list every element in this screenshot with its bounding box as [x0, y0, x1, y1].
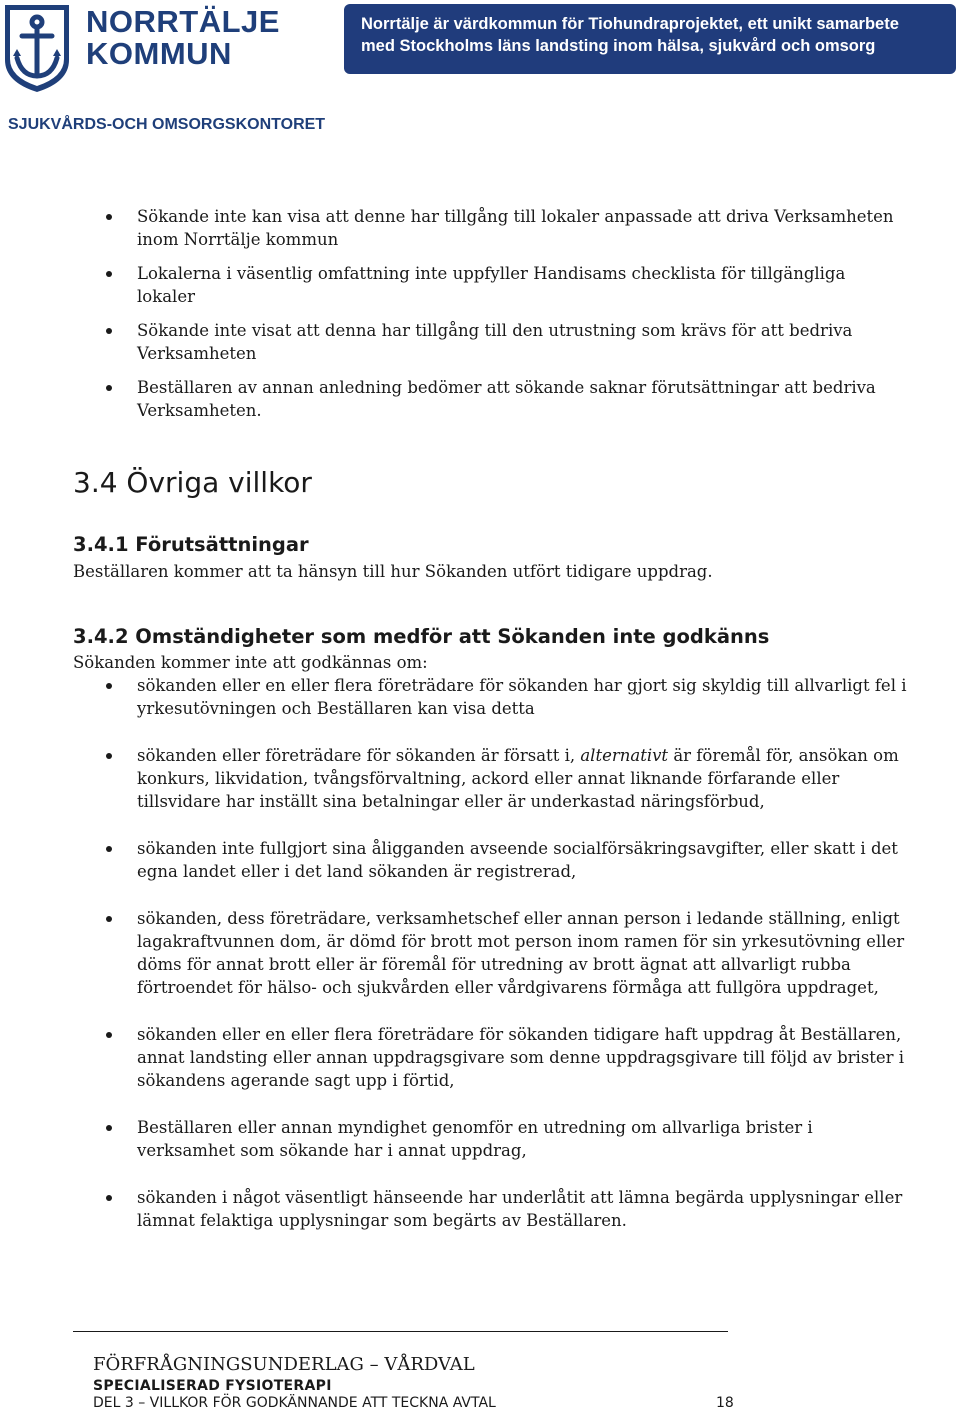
logo-line-1: NORRTÄLJE: [86, 4, 280, 39]
header-banner: [344, 4, 956, 74]
section-heading-3-4-2: 3.4.2 Omständigheter som medför att Sökanden inte godkänns: [73, 625, 770, 648]
footer-document-title: FÖRFRÅGNINGSUNDERLAG – VÅRDVAL: [93, 1354, 475, 1375]
footer-part-label: DEL 3 – VILLKOR FÖR GODKÄNNANDE ATT TECKNA AVTAL: [93, 1395, 496, 1411]
list-item: sökanden inte fullgjort sina åligganden avseende socialförsäkringsavgifter, eller skatt i det egna landet eller i det land sökanden är registrerad,: [0, 837, 907, 883]
list-item: sökanden eller en eller flera företrädare för sökanden har gjort sig skyldig till allvarligt fel i yrkesutövningen och Beställaren kan visa detta: [0, 674, 907, 720]
section-3-4-2-intro: Sökanden kommer inte att godkännas om:: [73, 653, 428, 672]
section-heading-3-4-1: 3.4.1 Förutsättningar: [73, 533, 309, 556]
list-item: Beställaren av annan anledning bedömer att sökande saknar förutsättningar att bedriva Verksamheten.: [0, 376, 897, 422]
section-3-4-1-text: Beställaren kommer att ta hänsyn till hur Sökanden utfört tidigare uppdrag.: [73, 562, 713, 581]
list-item: sökanden eller en eller flera företrädare för sökanden tidigare haft uppdrag åt Beställaren, annat landsting eller annan uppdragsgivare som denne uppdragsgivare till följd av brister i sökandens agerande sagt upp i förtid,: [0, 1023, 907, 1092]
page-header: [0, 0, 960, 100]
list-item-text: sökanden eller företrädare för sökanden är försatt i,: [137, 746, 581, 765]
municipal-crest-icon: [2, 2, 72, 94]
list-item: sökanden i något väsentligt hänseende har underlåtit att lämna begärda upplysningar eller lämnat felaktiga upplysningar som begärts av Beställaren.: [0, 1186, 907, 1232]
list-item: [0, 744, 907, 813]
page-number: 18: [716, 1395, 734, 1411]
list-item-text: är föremål för, ansökan om konkurs, likvidation, tvångsförvaltning, ackord eller annat liknande förfarande eller tillsvidare har inställt sina betalningar eller är underkastad näringsförbud,: [137, 746, 899, 811]
footer-divider: [73, 1331, 728, 1332]
non-approval-conditions-list: [0, 674, 907, 1256]
municipality-logo-text: [86, 6, 280, 70]
list-item: sökanden, dess företrädare, verksamhetschef eller annan person i ledande ställning, enligt lagakraftvunnen dom, är dömd för brott mot person inom ramen för sin yrkesutövning eller döms för annat brott eller är föremål för utredning av brott ägnat att allvarligt rubba förtroendet för hälso- och sjukvården eller vårdgivarens förmåga att fullgöra uppdraget,: [0, 907, 907, 999]
logo-line-2: KOMMUN: [86, 36, 232, 71]
section-heading-3-4: 3.4 Övriga villkor: [73, 466, 312, 499]
footer-subtitle: SPECIALISERAD FYSIOTERAPI: [93, 1378, 332, 1394]
office-name: SJUKVÅRDS-OCH OMSORGSKONTORET: [8, 116, 326, 133]
list-item: Sökande inte kan visa att denne har tillgång till lokaler anpassade att driva Verksamheten inom Norrtälje kommun: [0, 205, 897, 251]
list-item: Beställaren eller annan myndighet genomför en utredning om allvarliga brister i verksamhet som sökande har i annat uppdrag,: [0, 1116, 907, 1162]
banner-line-2: med Stockholms läns landsting inom hälsa, sjukvård och omsorg: [361, 37, 876, 55]
disqualification-list: [0, 205, 897, 433]
emphasis-text: alternativt: [580, 746, 669, 765]
list-item: Lokalerna i väsentlig omfattning inte uppfyller Handisams checklista för tillgängliga lokaler: [0, 262, 897, 308]
banner-line-1: Norrtälje är värdkommun för Tiohundraprojektet, ett unikt samarbete: [361, 15, 899, 33]
list-item: Sökande inte visat att denna har tillgång till den utrustning som krävs för att bedriva Verksamheten: [0, 319, 897, 365]
